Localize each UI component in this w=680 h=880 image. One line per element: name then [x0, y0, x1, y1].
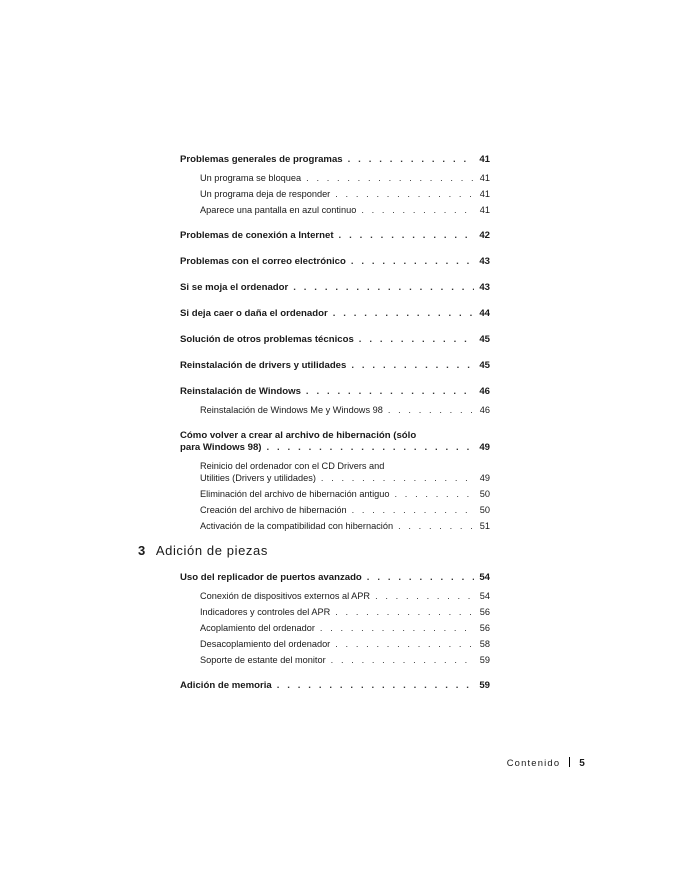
toc-entry-title: Si se moja el ordenador [180, 282, 289, 293]
toc-entry[interactable] [180, 360, 490, 372]
toc-entry-title: Adición de memoria [180, 680, 272, 691]
toc-page-number: 42 [479, 230, 490, 241]
toc-entry-title: Indicadores y controles del APR [200, 607, 331, 617]
toc-entry-title: Uso del replicador de puertos avanzado [180, 572, 362, 583]
toc-page-number: 56 [479, 607, 490, 617]
dot-leader [331, 654, 474, 666]
toc-page-number: 50 [479, 505, 490, 515]
chapter-heading [138, 543, 268, 558]
toc-entry-title: Acoplamiento del ordenador [200, 623, 315, 633]
toc-entry-title: Solución de otros problemas técnicos [180, 334, 354, 345]
toc-page-number: 51 [479, 521, 490, 531]
toc-subentry[interactable] [180, 404, 490, 416]
toc-subentry[interactable] [180, 172, 490, 184]
footer-label: Contenido [506, 757, 561, 768]
toc-entry[interactable] [180, 334, 490, 346]
dot-leader [351, 360, 474, 372]
toc-entry[interactable] [180, 256, 490, 268]
dot-leader [266, 442, 474, 454]
dot-leader [335, 638, 474, 650]
toc-page-number: 54 [479, 572, 490, 583]
toc-entry[interactable] [180, 154, 490, 166]
toc-entry[interactable] [180, 230, 490, 242]
toc-entry[interactable] [180, 680, 490, 692]
toc-entry-title: Si deja caer o daña el ordenador [180, 308, 328, 319]
toc-section-1 [180, 154, 490, 532]
dot-leader [394, 488, 474, 500]
dot-leader [375, 590, 474, 602]
toc-page-number: 49 [479, 442, 490, 453]
dot-leader [335, 606, 474, 618]
toc-page-number: 54 [479, 591, 490, 601]
toc-subentry[interactable] [180, 188, 490, 200]
toc-subentry[interactable] [180, 204, 490, 216]
toc-subentry[interactable] [180, 606, 490, 618]
toc-page-number: 43 [479, 282, 490, 293]
toc-page-number: 56 [479, 623, 490, 633]
toc-entry-title: Un programa se bloquea [200, 173, 302, 183]
footer-separator [569, 757, 570, 767]
toc-subentry[interactable] [180, 590, 490, 602]
toc-entry-title: Reinstalación de Windows [180, 386, 301, 397]
toc-entry[interactable] [180, 308, 490, 320]
toc-entry-title: Problemas generales de programas [180, 154, 343, 165]
toc-page-number: 50 [479, 489, 490, 499]
toc-subentry[interactable] [180, 520, 490, 532]
toc-page-number: 41 [479, 154, 490, 165]
dot-leader [321, 472, 474, 484]
toc-entry[interactable] [180, 386, 490, 398]
chapter-title: Adición de piezas [155, 543, 268, 558]
dot-leader [352, 504, 474, 516]
toc-entry-title: Creación del archivo de hibernación [200, 505, 347, 515]
toc-page-number: 59 [479, 655, 490, 665]
toc-entry-title: Aparece una pantalla en azul continuo [200, 205, 357, 215]
dot-leader [306, 172, 474, 184]
toc-subentry[interactable] [180, 638, 490, 650]
toc-entry-title-line1: Reinicio del ordenador con el CD Drivers and [200, 461, 385, 471]
toc-entry-title: Problemas con el correo electrónico [180, 256, 346, 267]
toc-entry-title: Problemas de conexión a Internet [180, 230, 334, 241]
toc-entry[interactable] [180, 282, 490, 294]
toc-subentry[interactable] [180, 622, 490, 634]
toc-entry-title: Conexión de dispositivos externos al APR [200, 591, 371, 601]
dot-leader [320, 622, 474, 634]
toc-page-number: 43 [479, 256, 490, 267]
toc-entry-title: Eliminación del archivo de hibernación antiguo [200, 489, 390, 499]
toc-page-number: 45 [479, 334, 490, 345]
dot-leader [277, 680, 474, 692]
dot-leader [361, 204, 474, 216]
dot-leader [293, 282, 474, 294]
toc-page-number: 59 [479, 680, 490, 691]
dot-leader [388, 404, 474, 416]
toc-page-number: 58 [479, 639, 490, 649]
toc-page-number: 41 [479, 205, 490, 215]
toc-entry-title: Reinstalación de drivers y utilidades [180, 360, 347, 371]
toc-subentry[interactable] [180, 460, 490, 484]
page-footer [430, 757, 586, 769]
toc-entry-title: Utilities (Drivers y utilidades) [200, 473, 316, 483]
toc-subentry[interactable] [180, 654, 490, 666]
dot-leader [367, 572, 474, 584]
dot-leader [306, 386, 474, 398]
dot-leader [335, 188, 474, 200]
toc-entry[interactable] [180, 572, 490, 584]
toc-entry-title: para Windows 98) [180, 442, 262, 453]
toc-section-2 [180, 572, 490, 692]
toc-entry-title: Activación de la compatibilidad con hibernación [200, 521, 394, 531]
toc-entry-title: Reinstalación de Windows Me y Windows 98 [200, 405, 383, 415]
toc-page-number: 45 [479, 360, 490, 371]
toc-entry-title: Soporte de estante del monitor [200, 655, 326, 665]
dot-leader [333, 308, 474, 320]
toc-subentry[interactable] [180, 488, 490, 500]
toc-subentry[interactable] [180, 504, 490, 516]
toc-entry-title: Desacoplamiento del ordenador [200, 639, 331, 649]
dot-leader [359, 334, 474, 346]
toc-page-number: 44 [479, 308, 490, 319]
toc-entry-title: Un programa deja de responder [200, 189, 331, 199]
chapter-number: 3 [138, 543, 146, 558]
toc-entry-title-line1: Cómo volver a crear al archivo de hibernación (sólo [180, 430, 417, 441]
toc-page-number: 46 [479, 386, 490, 397]
toc-entry[interactable] [180, 430, 490, 454]
dot-leader [351, 256, 474, 268]
toc-page-number: 41 [479, 173, 490, 183]
toc-page-number: 41 [479, 189, 490, 199]
toc-page-number: 46 [479, 405, 490, 415]
toc-page-number: 49 [479, 473, 490, 483]
dot-leader [398, 520, 474, 532]
dot-leader [348, 154, 474, 166]
footer-page-number: 5 [579, 758, 586, 769]
dot-leader [339, 230, 474, 242]
